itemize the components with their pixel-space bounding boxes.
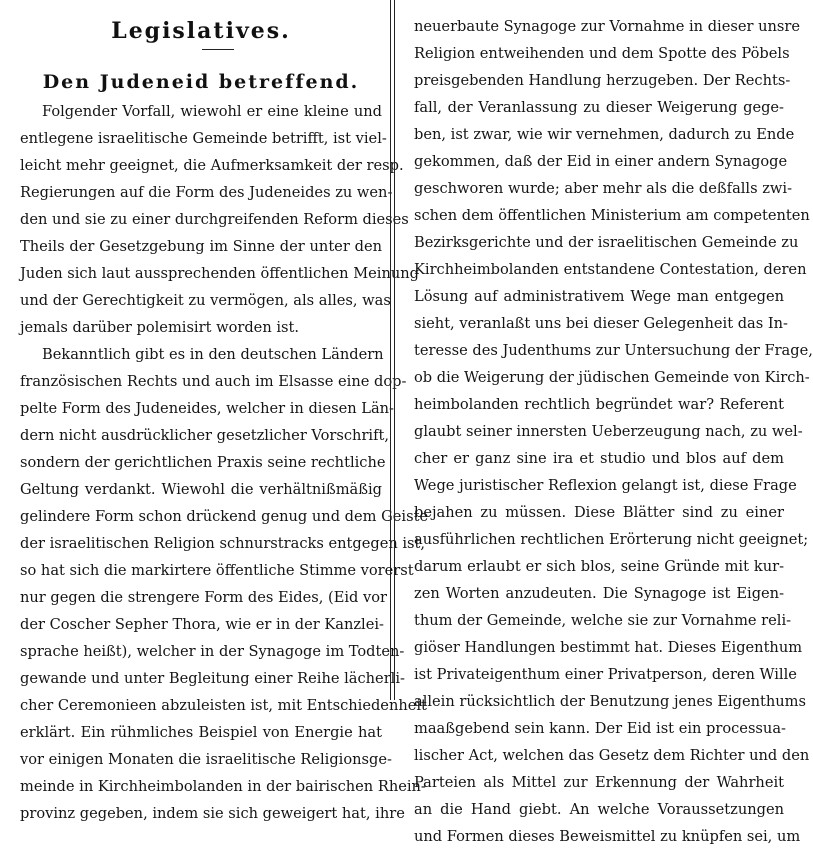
text-line: maaßgebend sein kann. Der Eid ist ein processua- [414, 720, 786, 737]
text-line: so hat sich die markirtere öffentliche Stimme vorerst [20, 562, 414, 579]
text-line: provinz gegeben, indem sie sich geweigert hat, ihre [20, 805, 405, 822]
text-line: vor einigen Monaten die israelitische Religionsge- [20, 751, 392, 768]
text-line: und Formen dieses Beweismittel zu knüpfen sei, um [414, 828, 801, 845]
section-title: Legislatives. [111, 18, 291, 44]
text-line: Lösung auf administrativem Wege man entgegen [414, 288, 784, 305]
text-line: Theils der Gesetzgebung im Sinne der unter den [20, 238, 382, 255]
text-line: ob die Weigerung der jüdischen Gemeinde von Kirch- [414, 369, 810, 386]
text-line: leicht mehr geeignet, die Aufmerksamkeit der resp. [20, 157, 404, 174]
article-title: Den Judeneid betreffend. [42, 71, 360, 93]
text-line: erklärt. Ein rühmliches Beispiel von Energie hat [20, 724, 382, 741]
text-line: sieht, veranlaßt uns bei dieser Gelegenheit das In- [414, 315, 788, 332]
text-line: Geltung verdankt. Wiewohl die verhältnißmäßig [20, 481, 382, 498]
text-line: Folgender Vorfall, wiewohl er eine kleine und [42, 103, 382, 120]
text-line: thum der Gemeinde, welche sie zur Vornahme reli- [414, 612, 792, 629]
title-rule [202, 49, 234, 50]
text-line: Wege juristischer Reflexion gelangt ist, diese Frage [414, 477, 797, 494]
text-line: lischer Act, welchen das Gesetz dem Richter und den [414, 747, 810, 764]
text-line: glaubt seiner innersten Ueberzeugung nach, zu wel- [414, 423, 803, 440]
text-line: cher Ceremonieen abzuleisten ist, mit Entschiedenheit [20, 697, 427, 714]
text-line: jemals darüber polemisirt worden ist. [20, 319, 300, 336]
text-line: zen Worten anzudeuten. Die Synagoge ist Eigen- [414, 585, 784, 602]
text-line: entlegene israelitische Gemeinde betrifft, ist viel- [20, 130, 387, 147]
text-line: schen dem öffentlichen Ministerium am competenten [414, 207, 810, 224]
text-line: giöser Handlungen bestimmt hat. Dieses Eigenthum [414, 639, 803, 656]
text-line: heimbolanden rechtlich begründet war? Referent [414, 396, 784, 413]
right-column-text [414, 13, 813, 850]
text-line: Bekanntlich gibt es in den deutschen Ländern [42, 346, 384, 363]
text-line: ausführlichen rechtlichen Erörterung nicht geeignet; [414, 531, 809, 548]
text-line: gewande und unter Begleitung einer Reihe lächerli- [20, 670, 405, 687]
text-line: darum erlaubt er sich blos, seine Gründe mit kur- [414, 558, 784, 575]
text-line: pelte Form des Judeneides, welcher in diesen Län- [20, 400, 394, 417]
text-line: gelindere Form schon drückend genug und dem Geiste [20, 508, 429, 525]
text-line: Kirchheimbolanden entstandene Contestation, deren [414, 261, 807, 278]
text-line: fall, der Veranlassung zu dieser Weigerung gege- [414, 99, 784, 116]
text-line: meinde in Kirchheimbolanden in der bairischen Rhein- [20, 778, 426, 795]
text-line: den und sie zu einer durchgreifenden Reform dieses [20, 211, 409, 228]
text-line: ben, ist zwar, wie wir vernehmen, dadurch zu Ende [414, 126, 795, 143]
text-line: cher er ganz sine ira et studio und blos auf dem [414, 450, 784, 467]
text-line: Juden sich laut aussprechenden öffentlichen Meinung [20, 265, 419, 282]
text-line: Regierungen auf die Form des Judeneides zu wen- [20, 184, 393, 201]
text-line: an die Hand giebt. An welche Voraussetzungen [414, 801, 784, 818]
column-divider [390, 0, 395, 700]
text-line: der israelitischen Religion schnurstracks entgegen ist, [20, 535, 426, 552]
left-column-text [20, 98, 429, 827]
text-line: neuerbaute Synagoge zur Vornahme in dieser unsre [414, 18, 800, 35]
text-line: bejahen zu müssen. Diese Blätter sind zu einer [414, 504, 784, 521]
text-line: sprache heißt), welcher in der Synagoge im Todten- [20, 643, 405, 660]
text-line: nur gegen die strengere Form des Eides, (Eid vor [20, 589, 388, 606]
text-line: teresse des Judenthums zur Untersuchung der Frage, [414, 342, 813, 359]
text-line: französischen Rechts und auch im Elsasse eine dop- [20, 373, 407, 390]
text-line: gekommen, daß der Eid in einer andern Synagoge [414, 153, 788, 170]
text-line: geschworen wurde; aber mehr als die deßfalls zwi- [414, 180, 793, 197]
text-line: der Coscher Sepher Thora, wie er in der Kanzlei- [20, 616, 384, 633]
text-line: preisgebenden Handlung herzugeben. Der Rechts- [414, 72, 791, 89]
text-line: Religion entweihenden und dem Spotte des Pöbels [414, 45, 790, 62]
text-line: sondern der gerichtlichen Praxis seine rechtliche [20, 454, 386, 471]
text-line: ist Privateigenthum einer Privatperson, deren Wille [414, 666, 797, 683]
text-line: dern nicht ausdrücklicher gesetzlicher Vorschrift, [20, 427, 390, 444]
text-line: allein rücksichtlich der Benutzung jenes Eigenthums [414, 693, 807, 710]
text-line: Bezirksgerichte und der israelitischen Gemeinde zu [414, 234, 799, 251]
text-line: Parteien als Mittel zur Erkennung der Wahrheit [414, 774, 784, 791]
text-line: und der Gerechtigkeit zu vermögen, als alles, was [20, 292, 391, 309]
